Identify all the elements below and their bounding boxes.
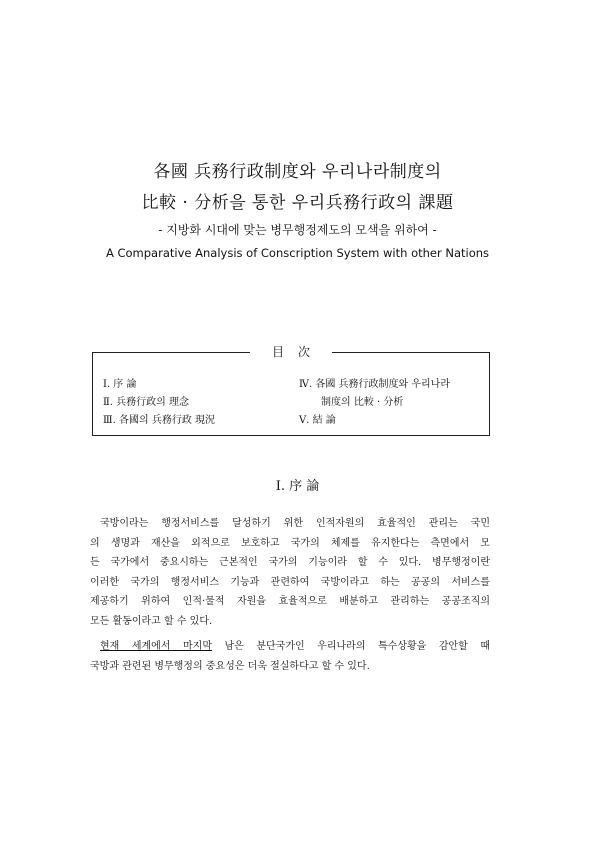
paragraph-line: 든 국가에서 중요시하는 근본적인 국가의 기능이라 할 수 있다. 병무행정이란: [90, 557, 490, 568]
paragraph-line: 모든 활동이라고 할 수 있다.: [90, 615, 213, 627]
table-of-contents: [92, 345, 490, 436]
intro-paragraph-2: [90, 637, 490, 676]
paragraph-line: 이러한 국가의 행정서비스 기능과 관련하여 국방이라고 하는 공공의 서비스를: [90, 576, 490, 588]
paper-subtitle-korean: - 지방화 시대에 맞는 병무행정제도의 모색을 위하여 -: [158, 223, 437, 237]
underlined-phrase: 현재 세계에서 마지막: [100, 641, 212, 652]
toc-heading: 目次: [250, 345, 332, 359]
toc-item-comparison: Ⅳ. 各國 兵務行政制度와 우리나라: [299, 379, 451, 390]
paper-subtitle-english: A Comparative Analysis of Conscription System with other Nations: [105, 246, 490, 260]
paragraph-line: [90, 637, 490, 657]
section-heading-introduction: Ⅰ. 序 論: [275, 479, 320, 494]
paragraph-line: 의 생명과 재산을 외적으로 보호하고 국가의 체제를 유지한다는 측면에서 모: [90, 537, 490, 549]
paragraph-line-rest: 남은 분단국가인 우리나라의 특수상황을 감안할 때: [212, 641, 490, 652]
paragraph-line: 국방이라는 행정서비스를 달성하기 위한 인적자원의 효율적인 관리는 국민: [100, 518, 490, 529]
paper-title-line-1: 各國 兵務行政制度와 우리나라制度의: [153, 162, 442, 182]
paper-title-line-2: 比較 · 分析을 통한 우리兵務行政의 課題: [141, 193, 454, 213]
toc-item-philosophy: Ⅱ. 兵務行政의 理念: [103, 397, 189, 408]
paragraph-line: 제공하기 위하여 인적·물적 자원을 효율적으로 배분하고 관리하는 공공조직의: [90, 596, 490, 607]
toc-item-current-status: Ⅲ. 各國의 兵務行政 現況: [103, 415, 216, 426]
toc-item-introduction: Ⅰ. 序 論: [103, 379, 137, 390]
paragraph-line: 국방과 관련된 병무행정의 중요성은 더욱 절실하다고 할 수 있다.: [90, 660, 370, 672]
intro-paragraph-1: [90, 514, 490, 631]
toc-item-comparison-cont: 制度의 比較 · 分析: [321, 397, 404, 408]
toc-item-conclusion: Ⅴ. 結 論: [299, 415, 336, 426]
